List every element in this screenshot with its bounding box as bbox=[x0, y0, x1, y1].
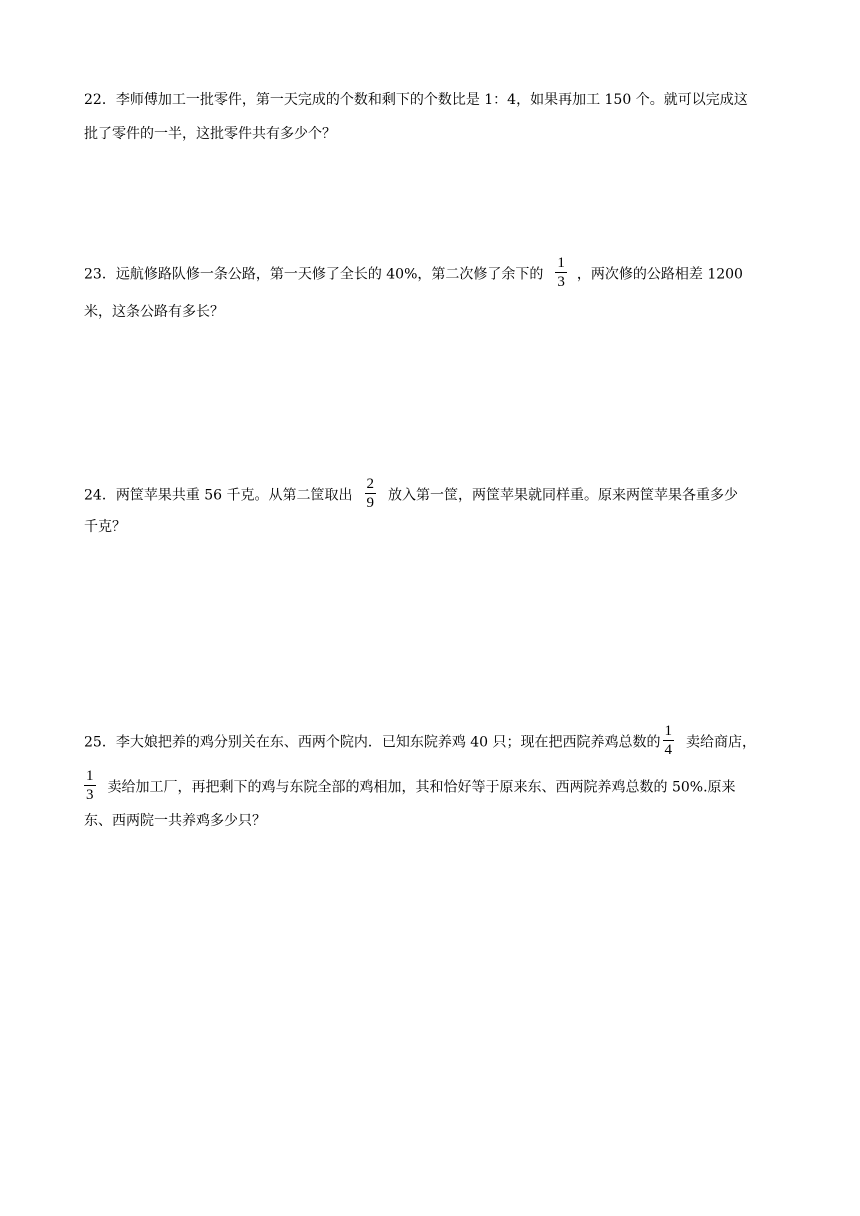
q23-line-2: 米，这条公路有多长？ bbox=[84, 304, 224, 320]
q24-fraction bbox=[365, 476, 377, 511]
q23-fraction bbox=[555, 255, 567, 290]
q25-fraction-1-numerator: 1 bbox=[664, 723, 673, 739]
q25-fraction-2 bbox=[84, 768, 96, 803]
q23-fraction-numerator: 1 bbox=[557, 255, 565, 271]
q24-fraction-denominator: 9 bbox=[366, 495, 375, 511]
q25-fraction-2-numerator: 1 bbox=[86, 768, 94, 784]
q24-line-2: 千克？ bbox=[84, 519, 126, 535]
q25-line-2 bbox=[84, 770, 736, 805]
q23-fraction-denominator: 3 bbox=[557, 274, 565, 290]
q25-fraction-1-denominator: 4 bbox=[664, 742, 673, 758]
q25-fraction-2-denominator: 3 bbox=[86, 787, 94, 803]
q25-text-a: 25．李大娘把养的鸡分别关在东、西两个院内．已知东院养鸡 40 只；现在把西院养鸡总数的 bbox=[84, 734, 661, 751]
q24-text-b: 放入第一筐，两筐苹果就同样重。原来两筐苹果各重多少 bbox=[388, 487, 739, 504]
q25-fraction-1 bbox=[663, 723, 675, 758]
q24-fraction-numerator: 2 bbox=[366, 476, 375, 492]
q22-line-1: 22．李师傅加工一批零件，第一天完成的个数和剩下的个数比是 1：4，如果再加工 150 个。就可以完成这 bbox=[84, 92, 748, 108]
q23-text-a: 23．远航修路队修一条公路，第一天修了全长的 40%，第二次修了余下的 bbox=[84, 266, 544, 283]
q25-line-3: 东、西两院一共养鸡多少只？ bbox=[84, 813, 266, 829]
q24-line-1 bbox=[84, 478, 738, 513]
q23-line-1 bbox=[84, 257, 743, 292]
q25-line-1 bbox=[84, 725, 756, 760]
q25-text-c: 卖给加工厂，再把剩下的鸡与东院全部的鸡相加，其和恰好等于原来东、西两院养鸡总数的 50%.原来 bbox=[107, 779, 736, 796]
q24-text-a: 24．两筐苹果共重 56 千克。从第二筐取出 bbox=[84, 487, 353, 504]
q23-text-b: ，两次修的公路相差 1200 bbox=[576, 266, 743, 283]
q25-text-b: 卖给商店， bbox=[686, 734, 757, 751]
q22-line-2: 批了零件的一半，这批零件共有多少个？ bbox=[84, 126, 336, 142]
